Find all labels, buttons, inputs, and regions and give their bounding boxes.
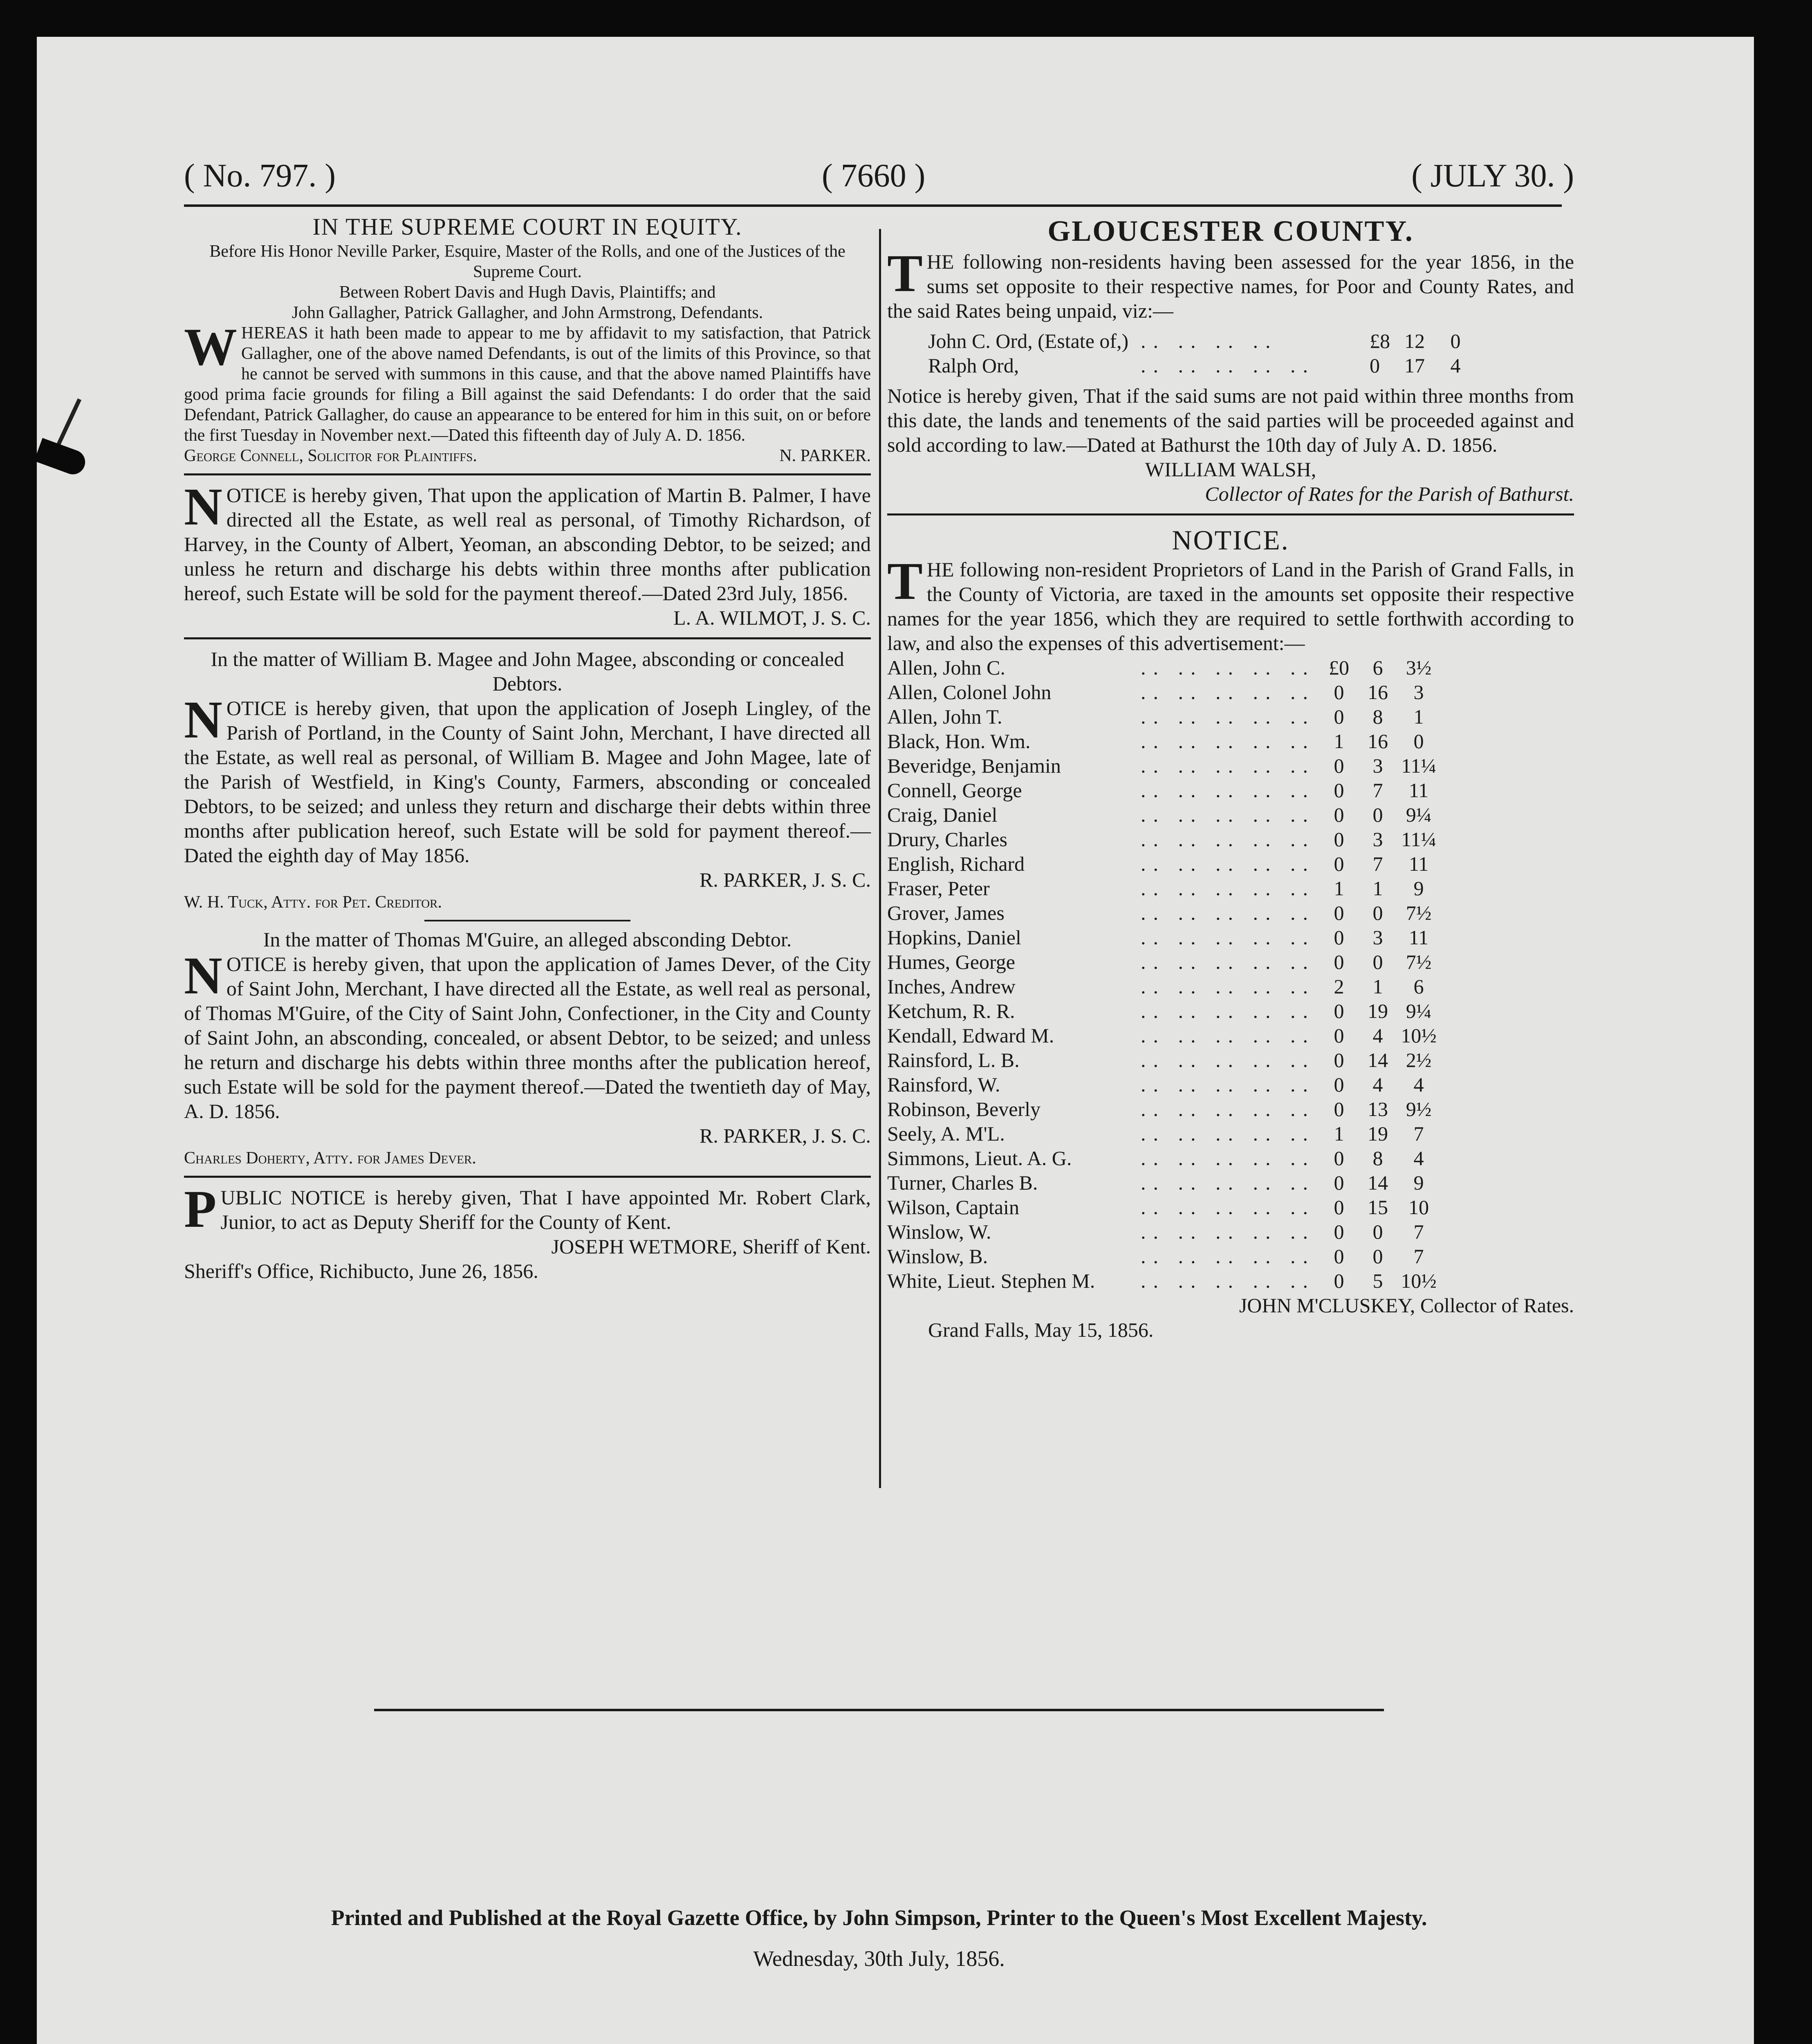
tax-pounds: 1 [1334, 877, 1344, 900]
tax-pounds: 0 [1334, 1147, 1344, 1170]
separator [887, 513, 1574, 515]
grand-falls-title: NOTICE. [1172, 524, 1289, 556]
tax-pounds: 1 [1334, 1122, 1344, 1145]
drop-cap: N [184, 690, 222, 749]
mcguire-body: NOTICE is hereby given, that upon the application of James Dever, of the City of Saint John, Merchant, I have directed all the Estate, as well real as personal, of Thomas M'Guire, of the City of Saint John, Confectioner, in the City and County of Saint John, an absconding, concealed, or absent Debtor, to be seized; and unless he return and discharge his debts within three months after the publication hereof, such Estate will be sold for the payment thereof.—Dated the twentieth day of May, A. D. 1856. [184, 946, 871, 1123]
tax-pence: 4 [1413, 1147, 1424, 1170]
table-row [887, 876, 1574, 901]
equity-line-1: Before His Honor Neville Parker, Esquire, Master of the Rolls, and one of the Justices of the Supreme Court. [209, 242, 845, 281]
tax-pounds: 0 [1334, 950, 1344, 973]
table-row [887, 680, 1574, 704]
tax-dots: .. .. .. .. .. [1141, 1147, 1315, 1170]
tax-pounds: 0 [1334, 681, 1344, 704]
palmer-body: NOTICE is hereby given, That upon the application of Martin B. Palmer, I have directed all the Estate, as well real as personal, of Timothy Richardson, of Harvey, in the County of Albert, Yeoman, an absconding Debtor, to be seized; and unless he return and discharge his debts within three months after publication hereof, such Estate will be sold for the payment thereof.—Dated 23rd July, 1856. [184, 477, 871, 605]
mcguire-signature: R. PARKER, J. S. C. [699, 1124, 871, 1147]
tax-pence: 10 [1408, 1196, 1429, 1219]
tax-dots: .. .. .. .. .. [1141, 1196, 1315, 1219]
tax-pounds: 0 [1334, 926, 1344, 949]
tax-dots: .. .. .. .. .. [1141, 1000, 1315, 1022]
gloucester-body-2: Notice is hereby given, That if the said sums are not paid within three months from this date, the lands and tenements of the said parties will be proceeded against and sold according to law.—Dated at Bathurst the 10th day of July A. D. 1856. [887, 384, 1574, 456]
tax-pence: 7 [1413, 1245, 1424, 1268]
grand-falls-body: THE following non-resident Proprietors of Land in the Parish of Grand Falls, in the County of Victoria, are taxed in the amounts set opposite their respective names for the year 1856, which they are required to settle forthwith according to law, and also the expenses of this advertisement:— [887, 552, 1574, 654]
gloucester-body: THE following non-residents having been assessed for the year 1856, in the sums set opposite to their respective names, for Poor and County Rates, and the said Rates being unpaid, viz:— [887, 244, 1574, 322]
drop-cap: T [887, 244, 923, 303]
tax-pounds: 0 [1334, 754, 1344, 777]
tax-dots: .. .. .. .. .. [1141, 877, 1315, 900]
drop-cap: P [184, 1180, 217, 1239]
table-row [887, 852, 1574, 876]
table-row [887, 655, 1574, 680]
right-column [887, 213, 1574, 1349]
tax-pence: 9 [1413, 1171, 1424, 1194]
tax-pence: 3 [1413, 681, 1424, 704]
tax-pence: 2½ [1406, 1049, 1432, 1071]
tax-pence: 0 [1413, 730, 1424, 753]
tax-name: Inches, Andrew [887, 975, 1016, 998]
sheriff-notice [184, 1180, 871, 1283]
drop-cap: N [184, 477, 222, 536]
tax-dots: .. .. .. .. .. [1141, 1220, 1315, 1243]
tax-pounds: 0 [1334, 803, 1344, 826]
tax-name: Beveridge, Benjamin [887, 754, 1061, 777]
tax-shillings: 5 [1372, 1269, 1383, 1292]
tax-shillings: 3 [1372, 754, 1383, 777]
tax-name: Winslow, B. [887, 1245, 988, 1268]
table-row [887, 1195, 1574, 1219]
gloucester-notice [887, 213, 1574, 506]
tax-pounds: 1 [1334, 730, 1344, 753]
table-row [887, 827, 1574, 852]
table-row [887, 1146, 1574, 1170]
tax-shillings: 8 [1372, 705, 1383, 728]
table-row [887, 704, 1574, 729]
equity-line-3: John Gallagher, Patrick Gallagher, and John Armstrong, Defendants. [292, 303, 763, 322]
tax-shillings: 16 [1368, 730, 1388, 753]
palmer-signature: L. A. WILMOT, J. S. C. [673, 606, 871, 629]
tax-dots: .. .. .. .. .. [1141, 730, 1315, 753]
tax-name: Allen, John C. [887, 656, 1005, 679]
tax-pence: 10½ [1401, 1269, 1437, 1292]
table-row [887, 753, 1574, 778]
tax-pence: 3½ [1406, 656, 1432, 679]
magee-signature: R. PARKER, J. S. C. [699, 868, 871, 891]
table-row [887, 1170, 1574, 1195]
drop-cap: T [887, 552, 923, 611]
page-number: ( 7660 ) [821, 157, 926, 194]
tax-pence: 6 [1413, 975, 1424, 998]
tax-name: Seely, A. M'L. [887, 1122, 1005, 1145]
tax-pence: 9¼ [1406, 1000, 1432, 1022]
magee-body: NOTICE is hereby given, that upon the application of Joseph Lingley, of the Parish of Portland, in the County of Saint John, Merchant, I have directed all the Estate, as well real as personal, of William B. Magee and John Magee, late of the Parish of Westfield, in King's County, Farmers, absconding or concealed Debtors, to be seized; and unless they return and discharge their debts within three months after publication hereof, such Estate will be sold for payment thereof.—Dated the eighth day of May 1856. [184, 690, 871, 867]
table-row [887, 1023, 1574, 1048]
tax-pounds: 0 [1334, 1196, 1344, 1219]
sheriff-signature: JOSEPH WETMORE, Sheriff of Kent. [551, 1235, 871, 1258]
tax-pence: 4 [1413, 1073, 1424, 1096]
ink-blot [34, 438, 88, 477]
tax-name: Turner, Charles B. [887, 1171, 1038, 1194]
tax-dots: .. .. .. .. .. [1141, 1122, 1315, 1145]
mcguire-notice [184, 927, 871, 1168]
tax-dots: .. .. .. .. .. [1141, 901, 1315, 924]
issue-number: ( No. 797. ) [184, 157, 336, 194]
tax-shillings: 14 [1368, 1049, 1388, 1071]
table-row [887, 1121, 1574, 1146]
tax-name: Craig, Daniel [887, 803, 998, 826]
tax-name: Drury, Charles [887, 828, 1007, 851]
tax-pounds: 0 [1334, 852, 1344, 875]
table-row [887, 950, 1574, 974]
tax-dots: .. .. .. .. .. [1141, 975, 1315, 998]
tax-shillings: 3 [1372, 828, 1383, 851]
tax-pounds: 0 [1334, 1220, 1344, 1243]
mcguire-attorney: Charles Doherty, Atty. for James Dever. [184, 1149, 476, 1168]
magee-attorney: W. H. Tuck, Atty. for Pet. Creditor. [184, 893, 442, 912]
tax-dots: .. .. .. .. .. [1141, 754, 1315, 777]
table-row: John C. Ord, (Estate of,) .. .. .. .. £8 12 0 [928, 329, 1461, 352]
tax-pence: 11¼ [1401, 754, 1436, 777]
tax-shillings: 7 [1372, 779, 1383, 802]
tax-name: Rainsford, W. [887, 1073, 1000, 1096]
left-column [184, 213, 871, 1291]
tax-name: Allen, Colonel John [887, 681, 1052, 704]
gloucester-title: GLOUCESTER COUNTY. [1047, 215, 1414, 247]
mcguire-heading: In the matter of Thomas M'Guire, an alleged absconding Debtor. [263, 928, 792, 951]
tax-pence: 1 [1413, 705, 1424, 728]
grand-falls-place-date: Grand Falls, May 15, 1856. [928, 1318, 1154, 1341]
tax-dots: .. .. .. .. .. [1141, 828, 1315, 851]
tax-pounds: 0 [1334, 779, 1344, 802]
tax-pence: 9½ [1406, 1098, 1432, 1121]
tax-shillings: 0 [1372, 1245, 1383, 1268]
tax-pence: 10½ [1401, 1024, 1437, 1047]
tax-dots: .. .. .. .. .. [1141, 779, 1315, 802]
tax-name: Hopkins, Daniel [887, 926, 1021, 949]
tax-pounds: 0 [1334, 1049, 1344, 1071]
tax-pence: 9 [1413, 877, 1424, 900]
column-rule [879, 229, 881, 1488]
table-row: Ralph Ord, .. .. .. .. .. 0 17 4 [928, 354, 1461, 377]
equity-judge: N. PARKER. [779, 446, 871, 465]
table-row [887, 1244, 1574, 1269]
separator [424, 920, 630, 921]
tax-name: Fraser, Peter [887, 877, 990, 900]
tax-shillings: 8 [1372, 1147, 1383, 1170]
tax-shillings: 4 [1372, 1024, 1383, 1047]
tax-dots: .. .. .. .. .. [1141, 1245, 1315, 1268]
tax-name: Black, Hon. Wm. [887, 730, 1031, 753]
equity-notice [184, 213, 871, 466]
tax-pence: 11 [1408, 852, 1429, 875]
tax-dots: .. .. .. .. .. [1141, 1024, 1315, 1047]
gloucester-signature: WILLIAM WALSH, [1145, 458, 1316, 481]
separator [184, 637, 871, 639]
tax-pence: 7½ [1406, 901, 1432, 924]
equity-line-2: Between Robert Davis and Hugh Davis, Plaintiffs; and [339, 283, 716, 302]
tax-name: Winslow, W. [887, 1220, 991, 1243]
page-header [184, 155, 1574, 196]
tax-pounds: 0 [1334, 1245, 1344, 1268]
tax-shillings: 0 [1372, 1220, 1383, 1243]
table-row [887, 1269, 1574, 1293]
tax-pence: 7 [1413, 1220, 1424, 1243]
tax-pounds: 0 [1334, 1000, 1344, 1022]
tax-dots: .. .. .. .. .. [1141, 803, 1315, 826]
grand-falls-signature: JOHN M'CLUSKEY, Collector of Rates. [1239, 1294, 1574, 1317]
tax-pounds: 0 [1334, 1024, 1344, 1047]
tax-dots: .. .. .. .. .. [1141, 681, 1315, 704]
tax-shillings: 15 [1368, 1196, 1388, 1219]
tax-name: Grover, James [887, 901, 1005, 924]
tax-name: Rainsford, L. B. [887, 1049, 1020, 1071]
magee-heading: In the matter of William B. Magee and John Magee, absconding or concealed Debtors. [211, 648, 844, 695]
tax-pounds: 0 [1334, 1171, 1344, 1194]
gloucester-sig-title: Collector of Rates for the Parish of Bathurst. [1205, 482, 1574, 505]
tax-dots: .. .. .. .. .. [1141, 852, 1315, 875]
tax-shillings: 1 [1372, 975, 1383, 998]
tax-shillings: 4 [1372, 1073, 1383, 1096]
tax-dots: .. .. .. .. .. [1141, 926, 1315, 949]
issue-date: ( JULY 30. ) [1411, 157, 1574, 194]
tax-table [887, 655, 1574, 1293]
table-row [887, 974, 1574, 999]
tax-dots: .. .. .. .. .. [1141, 1171, 1315, 1194]
table-row [887, 1048, 1574, 1072]
tax-shillings: 3 [1372, 926, 1383, 949]
tax-pence: 7½ [1406, 950, 1432, 973]
grand-falls-notice [887, 523, 1574, 1342]
tax-shillings: 6 [1372, 656, 1383, 679]
printer-line: Printed and Published at the Royal Gazette Office, by John Simpson, Printer to the Queen's Most Excellent Majesty. [331, 1905, 1427, 1930]
table-row [887, 999, 1574, 1023]
tax-pence: 7 [1413, 1122, 1424, 1145]
magee-notice [184, 647, 871, 912]
tax-pounds: £0 [1329, 656, 1349, 679]
tax-dots: .. .. .. .. .. [1141, 1049, 1315, 1071]
tax-dots: .. .. .. .. .. [1141, 950, 1315, 973]
sheriff-body: PUBLIC NOTICE is hereby given, That I have appointed Mr. Robert Clark, Junior, to act as Deputy Sheriff for the County of Kent. [184, 1180, 871, 1239]
sheriff-office: Sheriff's Office, Richibucto, June 26, 1856. [184, 1260, 538, 1282]
tax-pounds: 2 [1334, 975, 1344, 998]
tax-name: English, Richard [887, 852, 1025, 875]
separator [184, 473, 871, 475]
tax-dots: .. .. .. .. .. [1141, 1073, 1315, 1096]
tax-pounds: 0 [1334, 828, 1344, 851]
tax-shillings: 16 [1368, 681, 1388, 704]
tax-pounds: 0 [1334, 1073, 1344, 1096]
tax-dots: .. .. .. .. .. [1141, 656, 1315, 679]
tax-name: Wilson, Captain [887, 1196, 1019, 1219]
tax-pence: 11 [1408, 926, 1429, 949]
table-row [887, 1072, 1574, 1097]
tax-shillings: 1 [1372, 877, 1383, 900]
tax-dots: .. .. .. .. .. [1141, 1269, 1315, 1292]
publication-date: Wednesday, 30th July, 1856. [753, 1946, 1005, 1971]
tax-shillings: 19 [1368, 1122, 1388, 1145]
tax-name: Ketchum, R. R. [887, 1000, 1015, 1022]
table-row [887, 901, 1574, 925]
tax-pounds: 0 [1334, 705, 1344, 728]
equity-body: WHEREAS it hath been made to appear to me by affidavit to my satisfaction, that Patrick Gallagher, one of the above named Defendants, is out of the limits of this Province, so that he cannot be served with summons in this cause, and that the above named Plaintiffs have good prima facie grounds for filing a Bill against the said Defendants: I do order that the said Defendant, Patrick Gallagher, do cause an appearance to be entered for him in this suit, on or before the first Tuesday in November next.—Dated this fifteenth day of July A. D. 1856. [184, 318, 871, 445]
separator [184, 1176, 871, 1178]
header-rule [184, 204, 1562, 207]
equity-title: IN THE SUPREME COURT IN EQUITY. [312, 213, 742, 240]
tax-pence: 11¼ [1401, 828, 1436, 851]
tax-name: Simmons, Lieut. A. G. [887, 1147, 1072, 1170]
table-row [887, 802, 1574, 827]
tax-pounds: 0 [1334, 901, 1344, 924]
tax-pence: 11 [1408, 779, 1429, 802]
tax-shillings: 14 [1368, 1171, 1388, 1194]
bottom-rule [374, 1709, 1384, 1711]
tax-pounds: 0 [1334, 1269, 1344, 1292]
tax-shillings: 0 [1372, 950, 1383, 973]
tax-name: White, Lieut. Stephen M. [887, 1269, 1095, 1292]
table-row [887, 729, 1574, 753]
tax-name: Humes, George [887, 950, 1015, 973]
tax-name: Robinson, Beverly [887, 1098, 1041, 1121]
table-row [887, 925, 1574, 950]
tax-name: Kendall, Edward M. [887, 1024, 1054, 1047]
tax-shillings: 7 [1372, 852, 1383, 875]
drop-cap: W [184, 318, 237, 377]
table-row [887, 1219, 1574, 1244]
equity-signatures [184, 446, 871, 466]
drop-cap: N [184, 946, 222, 1005]
table-row [887, 778, 1574, 802]
palmer-notice [184, 477, 871, 630]
tax-shillings: 0 [1372, 901, 1383, 924]
equity-solicitor: George Connell, Solicitor for Plaintiffs. [184, 446, 477, 465]
tax-pounds: 0 [1334, 1098, 1344, 1121]
tax-name: Connell, George [887, 779, 1022, 802]
tax-name: Allen, John T. [887, 705, 1002, 728]
tax-shillings: 0 [1372, 803, 1383, 826]
tax-pence: 9¼ [1406, 803, 1432, 826]
tax-dots: .. .. .. .. .. [1141, 1098, 1315, 1121]
tax-dots: .. .. .. .. .. [1141, 705, 1315, 728]
table-row [887, 1097, 1574, 1121]
tax-shillings: 19 [1368, 1000, 1388, 1022]
tax-shillings: 13 [1368, 1098, 1388, 1121]
